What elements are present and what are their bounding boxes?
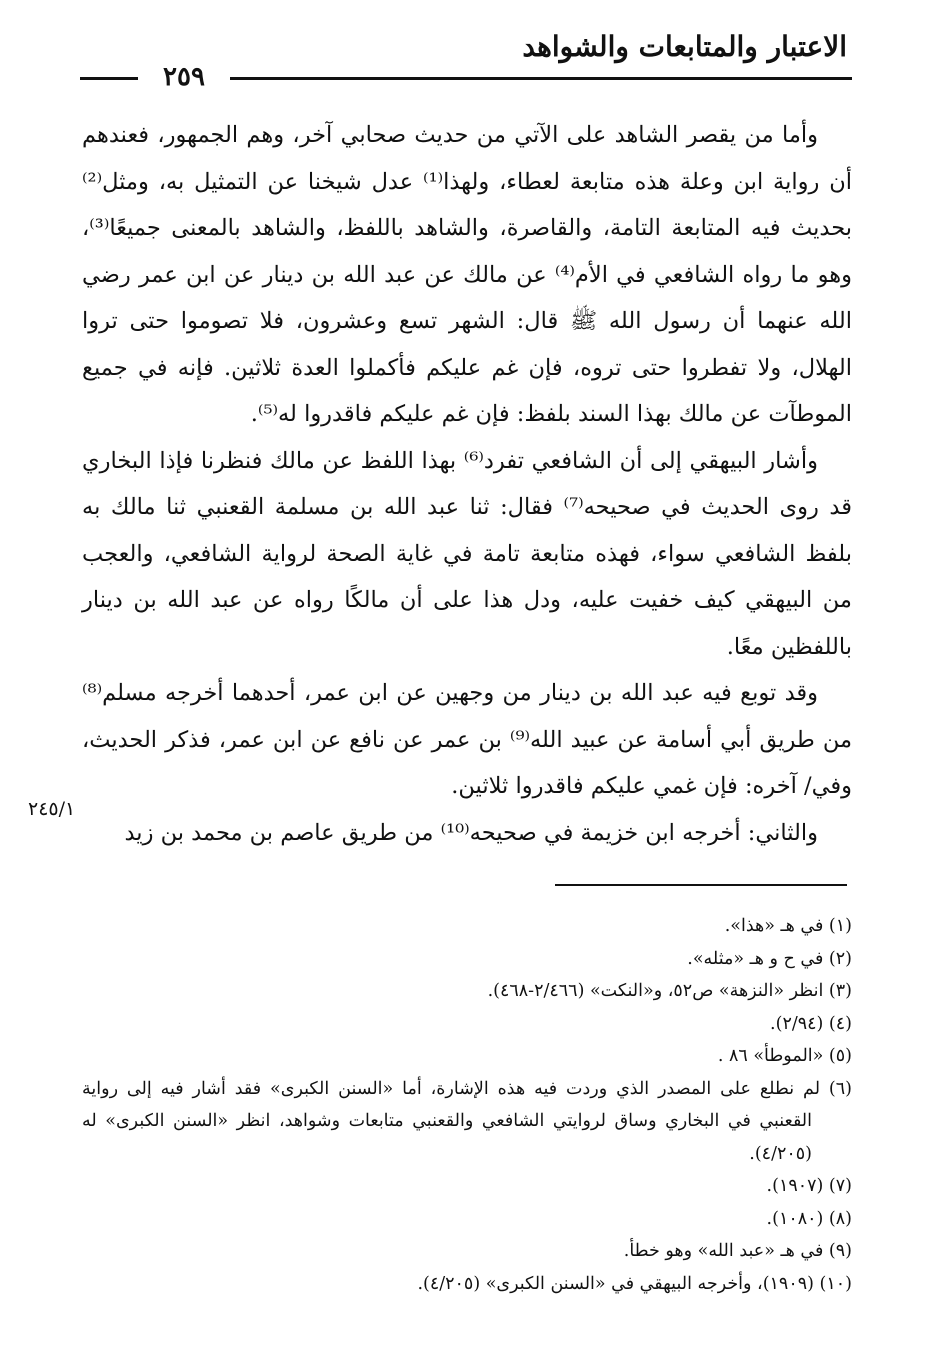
paragraph-4: والثاني: أخرجه ابن خزيمة في صحيحه⁽¹⁰⁾ من طريق عاصم بن محمد بن زيد (124, 819, 818, 846)
running-header-title: الاعتبار والمتابعات والشواهد (522, 30, 847, 63)
paragraph-1: وأما من يقصر الشاهد على الآتي من حديث صحابي آخر، وهم الجمهور، فعندهم أن رواية ابن وعلة هذه متابعة لعطاء، ولهذا⁽¹⁾ عدل شيخنا عن التمثيل به، ومثل⁽²⁾ بحديث فيه المتابعة التامة، والقاصرة، والشاهد باللفظ، والشاهد بالمعنى جميعًا⁽³⁾، وهو ما رواه الشافعي في الأم⁽⁴⁾ عن مالك عن عبد الله بن دينار عن ابن عمر رضي الله عنهما أن رسول الله ﷺ قال: الشهر تسع وعشرون، فلا تصوموا حتى تروا الهلال، ولا تفطروا حتى تروه، فإن غم عليكم فأكملوا العدة ثلاثين. فإنه في جميع الموطآت عن مالك بهذا السند بلفظ: فإن غم عليكم فاقدروا له⁽⁵⁾. (82, 122, 852, 427)
footnote-8: (٨) (١٠٨٠). (766, 1208, 852, 1229)
paragraph-3: وقد توبع فيه عبد الله بن دينار من وجهين عن ابن عمر، أحدهما أخرجه مسلم⁽⁸⁾ من طريق أبي أسامة عن عبيد الله⁽⁹⁾ بن عمر عن نافع عن ابن عمر، فذكر الحديث، وفي/ آخره: فإن غمي عليكم فاقدروا ثلاثين. (82, 680, 852, 799)
margin-reference: ٢٤٥/١ (28, 798, 76, 820)
header-rule-right (230, 77, 852, 80)
footnote-4: (٤) (٢/٩٤). (770, 1013, 852, 1034)
footnote-3: (٣) انظر «النزهة» ص٥٢، و«النكت» (٢/٤٦٦-٤٦٨). (487, 981, 852, 1001)
footnote-separator (555, 884, 847, 886)
header-rule-left (80, 77, 138, 80)
header-row (80, 62, 852, 92)
footnote-2: (٢) في ح و هـ «مثله». (687, 948, 852, 969)
footnote-6: (٦) لم نطلع على المصدر الذي وردت فيه هذه الإشارة، أما «السنن الكبرى» فقد أشار فيه إلى رواية القعنبي في البخاري وساق لروايتي الشافعي والقعنبي متابعات وشواهد، انظر «السنن الكبرى» له (٤/٢٠٥). (82, 1078, 852, 1164)
footnotes (82, 910, 852, 1300)
page-number: ٢٥٩ (163, 62, 205, 92)
main-text (82, 112, 852, 856)
footnote-10: (١٠) (١٩٠٩)، وأخرجه البيهقي في «السنن الكبرى» (٤/٢٠٥). (417, 1273, 852, 1294)
footnote-1: (١) في هـ «هذا». (724, 916, 852, 936)
footnote-7: (٧) (١٩٠٧). (766, 1176, 852, 1196)
paragraph-2: وأشار البيهقي إلى أن الشافعي تفرد⁽⁶⁾ بهذا اللفظ عن مالك فنظرنا فإذا البخاري قد روى الحديث في صحيحه⁽⁷⁾ فقال: ثنا عبد الله بن مسلمة القعنبي ثنا مالك به بلفظ الشافعي سواء، فهذه متابعة تامة في غاية الصحة لرواية الشافعي، والعجب من البيهقي كيف خفيت عليه، ودل هذا على أن مالكًا رواه عن عبد الله بن دينار باللفظين معًا. (82, 447, 852, 660)
footnote-9: (٩) في هـ «عبد الله» وهو خطأ. (623, 1241, 852, 1261)
footnote-5: (٥) «الموطأ» ٨٦ . (717, 1046, 852, 1066)
